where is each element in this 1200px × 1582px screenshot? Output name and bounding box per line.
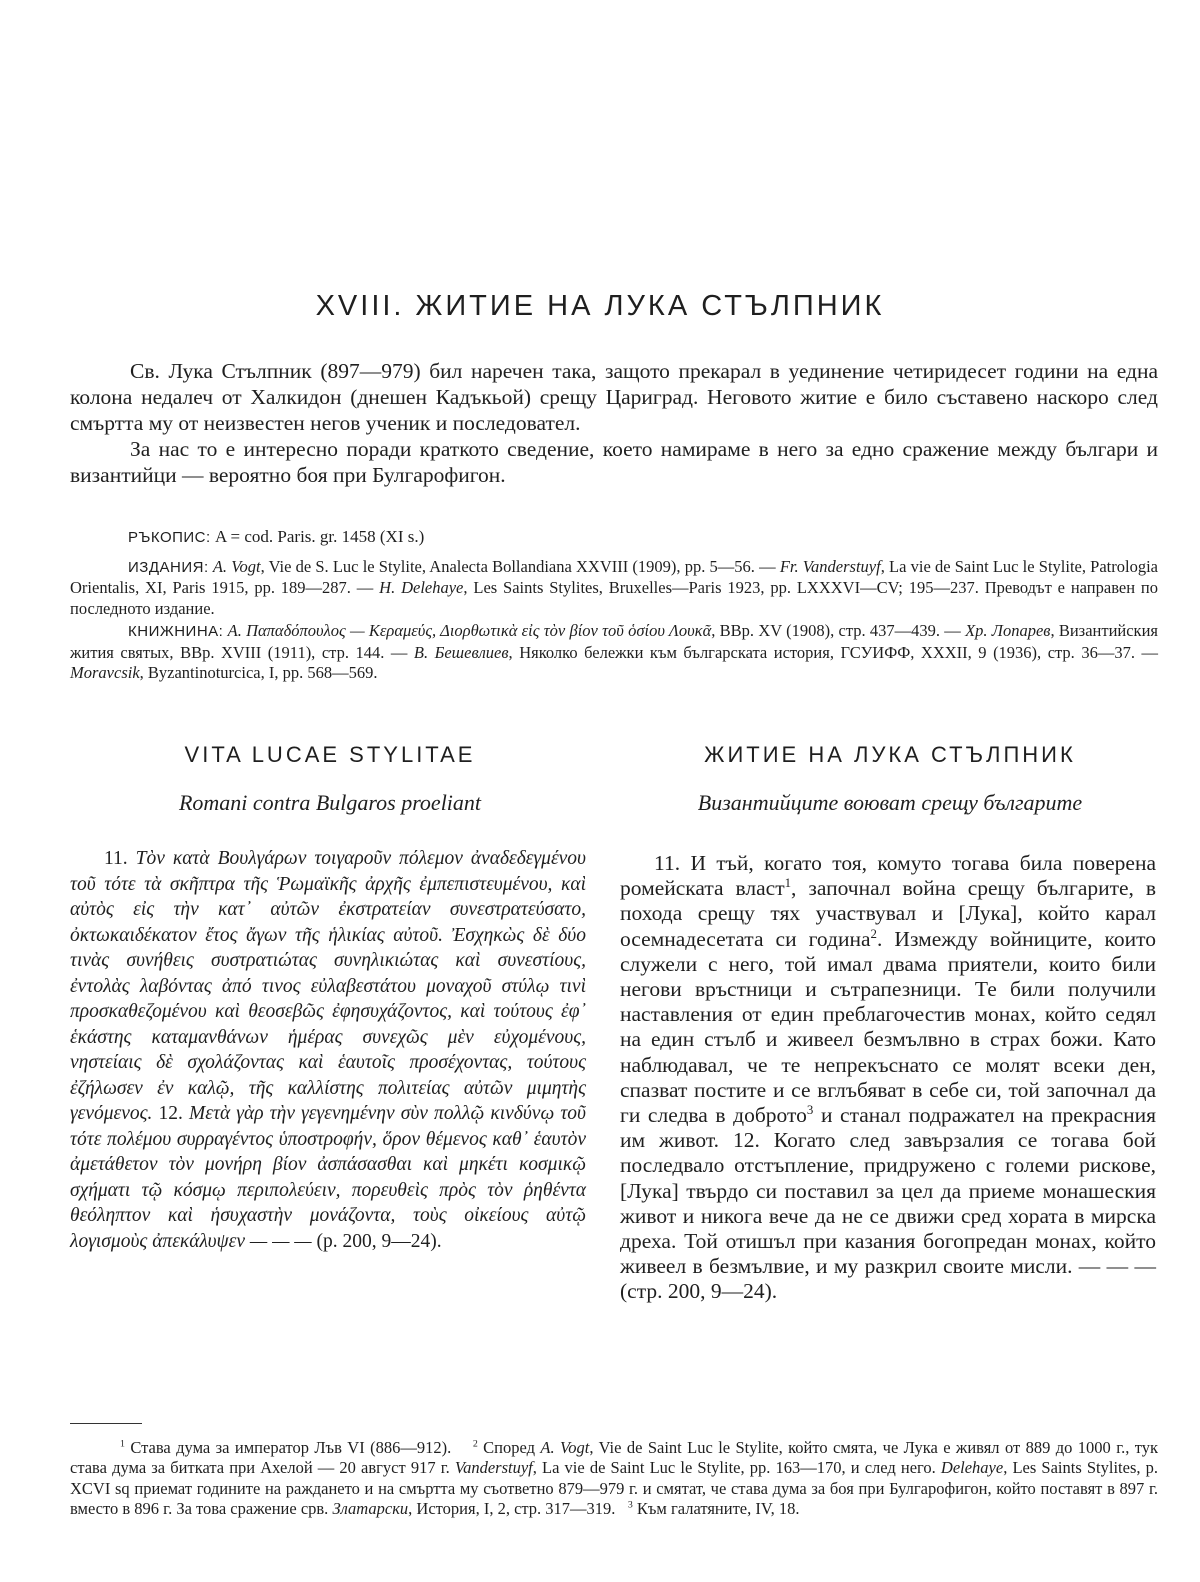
- literature-label: КНИЖНИНА:: [128, 623, 224, 640]
- literature-text: , Byzantinoturcica, I, pp. 568—569.: [139, 663, 378, 682]
- author-name: А. Παπαδόπουλος — Κεραμεύς, Διορθωτικὰ εἰς τὸν βίον τοῦ ὁσίου Λουκᾶ: [227, 621, 712, 640]
- manuscript-text: A = cod. Paris. gr. 1458 (XI s.): [210, 527, 425, 546]
- footnote-text: , История, I, 2, стр. 317—319.: [408, 1498, 616, 1518]
- footnote-number: 3: [627, 1499, 633, 1511]
- section-number: 11.: [104, 848, 128, 869]
- edition-text: , Vie de S. Luc le Stylite, Analecta Bollandiana XXVIII (1909), pp. 5—56. —: [260, 556, 780, 576]
- footnote-marker: 2: [870, 926, 877, 941]
- edition-text: , Les Saints Stylites, Bruxelles—Paris 1923, pp. LXXXVI—CV; 195—237. Преводът е направен по последното издание.: [70, 578, 1158, 618]
- introduction: [70, 358, 1158, 488]
- greek-column-subheading: Romani contra Bulgaros proeliant: [178, 790, 482, 815]
- footnote-text: Към галатяните, IV, 18.: [632, 1498, 800, 1518]
- bulgarian-paragraph: [620, 851, 1156, 1305]
- literature-entry: [70, 621, 1158, 684]
- greek-text: Μετὰ γὰρ τὴν γεγενημένην σὺν πολλῷ κινδύνῳ τοῦ τότε πολέμου συρραγέντος ὑποστροφήν, ὅρον θέμενος καθ᾽ ἑαυτὸν ἀμετάθετον τὸν μονήρη βίον ἀσπάσασθαι καὶ μηκέτι κοσμικῷ σχήματι τῷ κόσμῳ περιπολεύειν, πορευθεὶς πρὸς τὸν ῥηθέντα θεόληπτον καὶ ἡσυχαστὴν μονάζοντα, τοὺς οἰκείους αὐτῷ λογισμοὺς ἀπεκάλυψεν — — —: [70, 1103, 586, 1252]
- footnote-author: Delehaye: [940, 1458, 1004, 1478]
- greek-text-column: [70, 846, 586, 1254]
- literature-text: , BBp. XV (1908), стр. 437—439. —: [711, 621, 966, 640]
- greek-column-heading: VITA LUCAE STYLITAE: [184, 742, 476, 767]
- footnote-text: , Vie de Saint Luc le Stylite, който смята, че Лука е живял от 889 до 1000 г., тук става дума за битката при Ахелой — 20 август 917 г.: [70, 1438, 1159, 1478]
- literature-text: , Византийския жития святых, BBp. XVIII (1911), стр. 144. —: [70, 621, 1158, 662]
- manuscript-entry: [70, 527, 1158, 549]
- editor-name: A. Vogt: [212, 556, 261, 576]
- editor-name: Fr. Vanderstuyf: [779, 556, 881, 576]
- footnote-marker: 3: [806, 1102, 814, 1117]
- editor-name: H. Delehaye: [379, 578, 464, 597]
- footnote-text: , Les Saints Stylites, p. XCVI sq приемат годините на раждането и на смъртта му съответно 879—979 г. и смятат, че става дума за боя при Булгарофигон, който поставят в 897 г. вместо в 896 г. За това сражение срв.: [70, 1458, 1159, 1518]
- bulgarian-column-subheading: Византийците воюват срещу българите: [697, 790, 1083, 815]
- footnote-text: Става дума за император Лъв VI (886—912).: [124, 1438, 452, 1457]
- footnote-author: Vanderstuyf: [454, 1458, 533, 1478]
- bulgarian-column-heading: ЖИТИЕ НА ЛУКА СТЪЛПНИК: [704, 742, 1076, 767]
- footnote-text: , La vie de Saint Luc le Stylite, pp. 163—170, и след него.: [532, 1458, 941, 1478]
- bulgarian-text-column: [620, 851, 1156, 1305]
- section-number: 12.: [152, 1103, 183, 1124]
- footnote-marker: 1: [784, 876, 792, 891]
- author-name: В. Бешевлиев: [413, 642, 509, 662]
- edition-text: , La vie de Saint Luc le Stylite, Patrologia Orientalis, XI, Paris 1915, pp. 189—287. —: [70, 556, 1158, 597]
- editions-entry: [70, 557, 1158, 620]
- editions-label: ИЗДАНИЯ:: [128, 558, 209, 576]
- bibliography: [70, 527, 1158, 686]
- footnote-number: 1: [120, 1438, 125, 1450]
- greek-paragraph: [70, 846, 586, 1254]
- footnote-block: [70, 1438, 1158, 1519]
- bulgarian-text: , започнал война срещу българите, в похода срещу тях участвувал и [Лука], който карал осемнадесетата си година: [620, 876, 1156, 951]
- manuscript-label: РЪКОПИС:: [128, 529, 211, 546]
- bulgarian-text: 11. И тъй, когато тоя, комуто тогава била поверена ромейската власт: [620, 851, 1156, 901]
- footnote-divider: [70, 1423, 142, 1424]
- footnote-text: Според: [477, 1438, 541, 1457]
- intro-paragraph: За нас то е интересно поради краткото сведение, което намираме в него за едно сражение между българи и византийци — вероятно боя при Булгарофигон.: [70, 437, 1158, 487]
- page-reference: (p. 200, 9—24).: [311, 1230, 442, 1252]
- footnote-author: Златарски: [332, 1498, 409, 1518]
- author-name: Хр. Лопарев: [965, 621, 1051, 640]
- footnotes: [70, 1438, 1158, 1519]
- intro-paragraph: Св. Лука Стълпник (897—979) бил наречен така, защото прекарал в уединение четиридесет години на една колона недалеч от Халкидон (днешен Кадъкьой) срещу Цариград. Неговото житие е било съставено наскоро след смъртта му от неизвестен негов ученик и последовател.: [70, 359, 1158, 435]
- footnote-author: A. Vogt: [540, 1438, 590, 1457]
- author-name: Moravcsik: [70, 663, 140, 682]
- bulgarian-text: . Измежду войниците, които служели с него, той имал двама приятели, които били негови връстници и сътрапезници. Те били получили наставления от един преблагочестив монах, който седял на един стълб и живеел безмълвно в страх божи. Като наблюдавал, че те непрекъснато се молят всеки ден, спазват постите и се вглъбяват в себе си, той започнал да ги следва в доброто: [620, 926, 1156, 1128]
- footnote-number: 2: [472, 1438, 478, 1450]
- greek-text: Τὸν κατὰ Βουλγάρων τοιγαροῦν πόλεμον ἀναδεδεγμένου τοῦ τότε τὰ σκῆπτρα τῆς Ῥωμαϊκῆς ἀρχῆς ἐμπεπιστευμένου, καὶ αὐτὸς εἰς τὴν κατ᾽ αὐτῶν ἐκστρατείαν συνεστρατεύσατο, ὀκτωκαιδέκατον ἔτος ἄγων τῆς ἡλικίας αὐτοῦ. Ἐσχηκὼς δὲ δύο τινὰς συνήθεις συστρατιώτας συνηλικιώτας καὶ συνεστίους, ἐντολὰς λαβόντας ἀπό τινος εὐλαβεστάτου μοναχοῦ στύλῳ τινὶ προσκαθεζομένου καὶ θεοσεβῶς ἐφησυχάζοντος, καὶ τούτους ἐφ᾽ ἑκάστης καταμανθάνων ἡμέρας συνεχῶς μὲν εὐχομένους, νηστείαις δὲ σχολάζοντας καὶ ἑαυτοῖς προσέχοντας, τούτους ἐζήλωσεν ἐν καλῷ, τῆς καλλίστης πολιτείας αὐτῶν μιμητὴς γενόμενος.: [70, 848, 586, 1124]
- bulgarian-text: и станал подражател на прекрасния им живот. 12. Когато след завързалия се тогава бой последвало отстъпление, придружено с големи рискове, [Лука] твърдо си поставил за цел да приеме монашеския живот и никога вече да не се движи сред хората в мирска дреха. Той отишъл при казания богопредан монах, който живеел в безмълвие, и му разкрил своите мисли. — — — (стр. 200, 9—24).: [620, 1103, 1156, 1304]
- page-title: XVIII. ЖИТИЕ НА ЛУКА СТЪЛПНИК: [315, 290, 885, 322]
- literature-text: , Няколко бележки към българската история, ГСУИФФ, XXXII, 9 (1936), стр. 36—37. —: [508, 642, 1158, 662]
